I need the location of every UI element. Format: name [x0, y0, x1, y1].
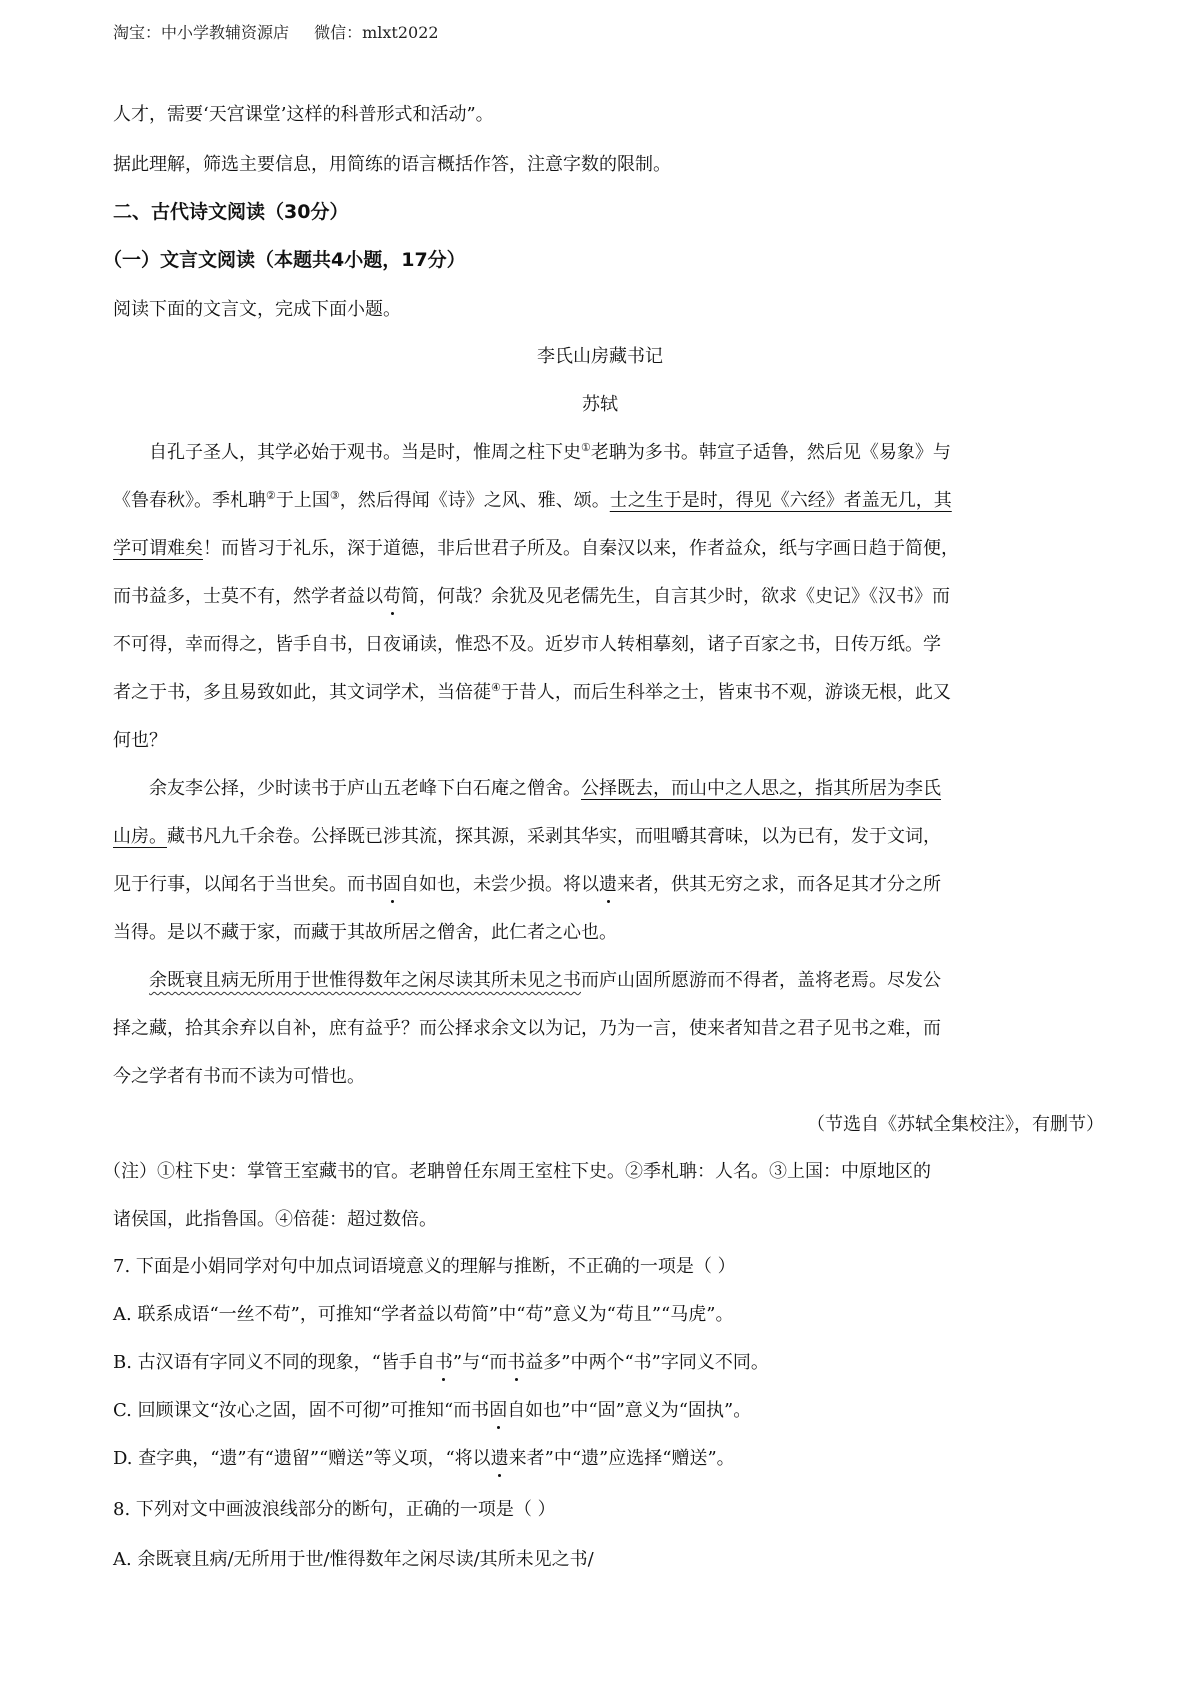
- dotted-char: 书: [507, 1352, 526, 1373]
- note-ref: ④: [491, 681, 501, 694]
- note-ref: ②: [266, 489, 276, 502]
- underlined-sentence: 学可谓难矣: [113, 538, 203, 559]
- passage-p1-line-3: 学可谓难矣！而皆习于礼乐，深于道德，非后世君子所及。自秦汉以来，作者益众，纸与字画日趋于简便，: [113, 538, 959, 559]
- dotted-char: 苟: [383, 586, 401, 607]
- underlined-sentence: 士之生于是时，得见《六经》者盖无几，其: [609, 490, 952, 511]
- intro-line-2: 据此理解，筛选主要信息，用简练的语言概括作答，注意字数的限制。: [113, 154, 671, 175]
- passage-author: 苏轼: [582, 394, 618, 415]
- question-7-option-b: B. 古汉语有字同义不同的现象，“皆手自书”与“而书益多”中两个“书”字同义不同。: [113, 1352, 769, 1373]
- question-8-stem: 8. 下列对文中画波浪线部分的断句，正确的一项是（ ）: [113, 1499, 556, 1520]
- dotted-char: 固: [489, 1400, 508, 1421]
- question-8-option-a: A. 余既衰且病/无所用于世/惟得数年之闲尽读/其所未见之书/: [113, 1549, 594, 1570]
- notes-line-1: （注）①柱下史：掌管王室藏书的官。老聃曾任东周王室柱下史。②季札聃：人名。③上国：中原地区的: [103, 1161, 931, 1182]
- passage-p3-line-3: 今之学者有书而不读为可惜也。: [113, 1066, 365, 1087]
- question-7-option-d: D. 查字典，“遗”有“遗留”“赠送”等义项，“将以遗来者”中“遗”应选择“赠送”。: [113, 1448, 735, 1469]
- underlined-sentence: 公择既去，而山中之人思之，指其所居为李氏: [581, 778, 941, 799]
- note-ref: ①: [581, 441, 591, 454]
- passage-title: 李氏山房藏书记: [537, 346, 663, 367]
- sub-section-title: （一）文言文阅读（本题共4小题，17分）: [103, 249, 466, 271]
- page-header: [113, 20, 459, 43]
- passage-p1-line-7: 何也？: [113, 730, 167, 751]
- underlined-sentence: 山房。: [113, 826, 167, 847]
- wechat-label: 微信：mlxt2022: [314, 23, 439, 42]
- dotted-char: 书: [434, 1352, 453, 1373]
- question-7-option-a: A. 联系成语“一丝不苟”，可推知“学者益以苟简”中“苟”意义为“苟且”“马虎”。: [113, 1304, 734, 1325]
- passage-p1-line-6: 者之于书，多且易致如此，其文词学术，当倍蓰④于昔人，而后生科举之士，皆束书不观，游谈无根，此又: [113, 681, 951, 703]
- passage-p1-line-5: 不可得，幸而得之，皆手自书，日夜诵读，惟恐不及。近岁市人转相摹刻，诸子百家之书，日传万纸。学: [113, 634, 941, 655]
- question-7-stem: 7. 下面是小娟同学对句中加点词语境意义的理解与推断，不正确的一项是（ ）: [113, 1256, 736, 1277]
- shop-label: 淘宝：中小学教辅资源店: [113, 23, 290, 42]
- dotted-char: 固: [383, 874, 401, 895]
- passage-p2-line-1: 余友李公择，少时读书于庐山五老峰下白石庵之僧舍。公择既去，而山中之人思之，指其所居为李氏: [149, 778, 941, 799]
- passage-p2-line-4: 当得。是以不藏于家，而藏于其故所居之僧舍，此仁者之心也。: [113, 922, 617, 943]
- instruction: 阅读下面的文言文，完成下面小题。: [113, 299, 401, 320]
- question-7-option-c: C. 回顾课文“汝心之固，固不可彻”可推知“而书固自如也”中“固”意义为“固执”。: [113, 1400, 752, 1421]
- dotted-char: 遗: [599, 874, 617, 895]
- notes-line-2: 诸侯国，此指鲁国。④倍蓰：超过数倍。: [113, 1209, 437, 1230]
- passage-source: （节选自《苏轼全集校注》，有删节）: [807, 1114, 1104, 1135]
- passage-p1-line-2: 《鲁春秋》。季札聃②于上国③，然后得闻《诗》之风、雅、颂。士之生于是时，得见《六经》者盖无几，其: [113, 489, 952, 511]
- passage-p2-line-3: 见于行事，以闻名于当世矣。而书固自如也，未尝少损。将以遗来者，供其无穷之求，而各足其才分之所: [113, 874, 941, 895]
- passage-p3-line-2: 择之藏，拾其余弃以自补，庶有益乎？而公择求余文以为记，乃为一言，使来者知昔之君子见书之难，而: [113, 1018, 941, 1039]
- passage-p1-line-4: 而书益多，士莫不有，然学者益以苟简，何哉？余犹及见老儒先生，自言其少时，欲求《史记》《汉书》而: [113, 586, 950, 607]
- passage-p1-line-1: 自孔子圣人，其学必始于观书。当是时，惟周之柱下史①老聃为多书。韩宣子适鲁，然后见《易象》与: [149, 441, 951, 463]
- passage-p3-line-1: 余既衰且病无所用于世惟得数年之闲尽读其所未见之书而庐山固所愿游而不得者，盖将老焉。尽发公: [149, 970, 941, 991]
- dotted-char: 遗: [490, 1448, 509, 1469]
- passage-p2-line-2: 山房。藏书凡九千余卷。公择既已涉其流，探其源，采剥其华实，而咀嚼其膏味，以为已有，发于文词，: [113, 826, 941, 847]
- intro-line-1: 人才，需要‘天宫课堂’这样的科普形式和活动”。: [113, 104, 494, 125]
- section-title: 二、古代诗文阅读（30分）: [113, 201, 349, 223]
- note-ref: ③: [329, 489, 340, 502]
- wavy-underlined-sentence: 余既衰且病无所用于世惟得数年之闲尽读其所未见之书: [149, 970, 581, 991]
